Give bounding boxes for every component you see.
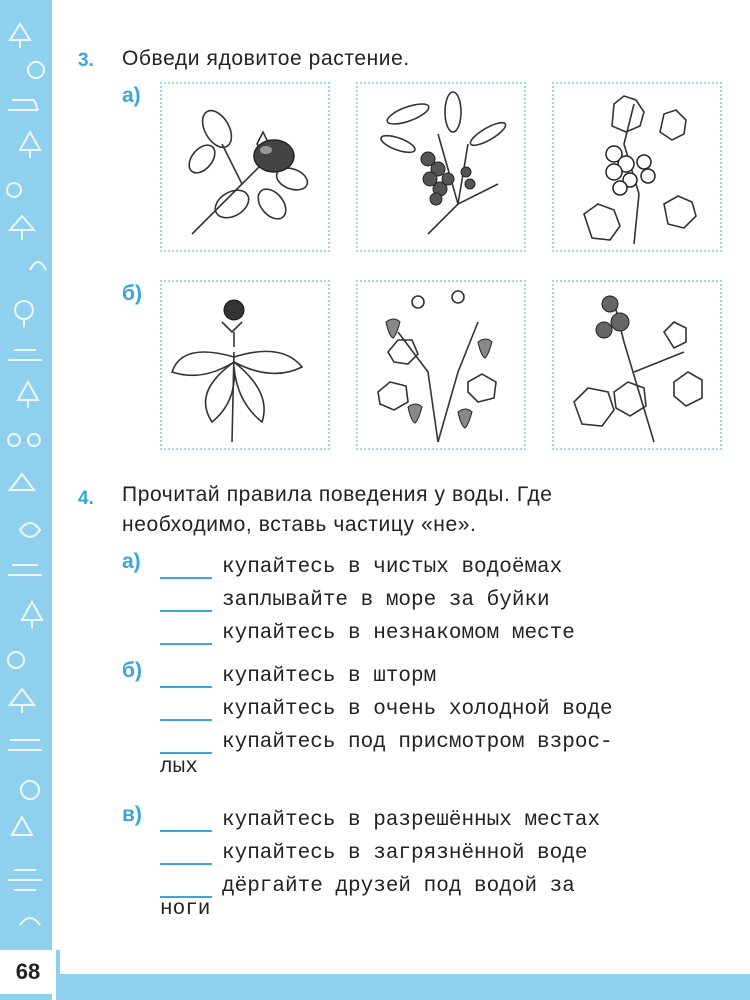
task-4-label-c: в) bbox=[122, 803, 142, 826]
rule-text-continuation: ноги bbox=[160, 898, 211, 921]
page-number: 68 bbox=[0, 950, 60, 994]
task-4-label-b: б) bbox=[122, 659, 142, 682]
answer-blank[interactable] bbox=[160, 810, 212, 832]
rule-text-continuation: лых bbox=[160, 756, 198, 779]
task-3-label-a: а) bbox=[122, 84, 141, 107]
rule-row bbox=[160, 866, 575, 898]
plant-image-strawberry[interactable] bbox=[356, 280, 526, 450]
decorative-side-strip bbox=[0, 0, 52, 1000]
rule-row bbox=[160, 613, 575, 645]
rule-row bbox=[160, 800, 600, 832]
task-3-number: 3. bbox=[78, 50, 94, 71]
task-4-number: 4. bbox=[78, 488, 94, 509]
rule-row bbox=[160, 722, 613, 754]
rule-text: дёргайте друзей под водой за bbox=[222, 875, 575, 898]
answer-blank[interactable] bbox=[160, 557, 212, 579]
rule-text: купайтесь в загрязнённой воде bbox=[222, 842, 588, 865]
answer-blank[interactable] bbox=[160, 843, 212, 865]
answer-blank[interactable] bbox=[160, 876, 212, 898]
rule-text: купайтесь в очень холодной воде bbox=[222, 698, 613, 721]
answer-blank[interactable] bbox=[160, 623, 212, 645]
task-3-label-b: б) bbox=[122, 282, 142, 305]
task-4-label-a: а) bbox=[122, 550, 141, 573]
task-3-text: Обведи ядовитое растение. bbox=[122, 47, 410, 70]
nature-pattern-icon bbox=[0, 0, 52, 1000]
answer-blank[interactable] bbox=[160, 732, 212, 754]
rosehip-icon bbox=[162, 84, 328, 250]
bottom-decorative-bar bbox=[56, 974, 750, 1000]
rule-text: купайтесь в разрешённых местах bbox=[222, 809, 601, 832]
task-4-text-line-2: необходимо, вставь частицу «не». bbox=[122, 513, 477, 536]
bilberry-icon bbox=[358, 84, 524, 250]
plant-image-rosehip[interactable] bbox=[160, 82, 330, 252]
rule-row bbox=[160, 547, 562, 579]
rule-row bbox=[160, 580, 550, 612]
plant-image-herb-paris[interactable] bbox=[160, 280, 330, 450]
rule-row bbox=[160, 656, 436, 688]
plant-image-currant[interactable] bbox=[552, 82, 722, 252]
rule-text: купайтесь в чистых водоёмах bbox=[222, 556, 563, 579]
rule-row bbox=[160, 833, 587, 865]
task-4-text-line-1: Прочитай правила поведения у воды. Где bbox=[122, 483, 553, 506]
answer-blank[interactable] bbox=[160, 699, 212, 721]
rule-text: заплывайте в море за буйки bbox=[222, 589, 550, 612]
rule-text: купайтесь в незнакомом месте bbox=[222, 622, 575, 645]
herb-paris-icon bbox=[162, 282, 328, 448]
strawberry-icon bbox=[358, 282, 524, 448]
answer-blank[interactable] bbox=[160, 666, 212, 688]
rule-text: купайтесь под присмотром взрос- bbox=[222, 731, 613, 754]
rule-text: купайтесь в шторм bbox=[222, 665, 437, 688]
plant-image-bilberry[interactable] bbox=[356, 82, 526, 252]
currant-icon bbox=[554, 84, 720, 250]
raspberry-icon bbox=[554, 282, 720, 448]
plant-image-raspberry[interactable] bbox=[552, 280, 722, 450]
rule-row bbox=[160, 689, 613, 721]
answer-blank[interactable] bbox=[160, 590, 212, 612]
